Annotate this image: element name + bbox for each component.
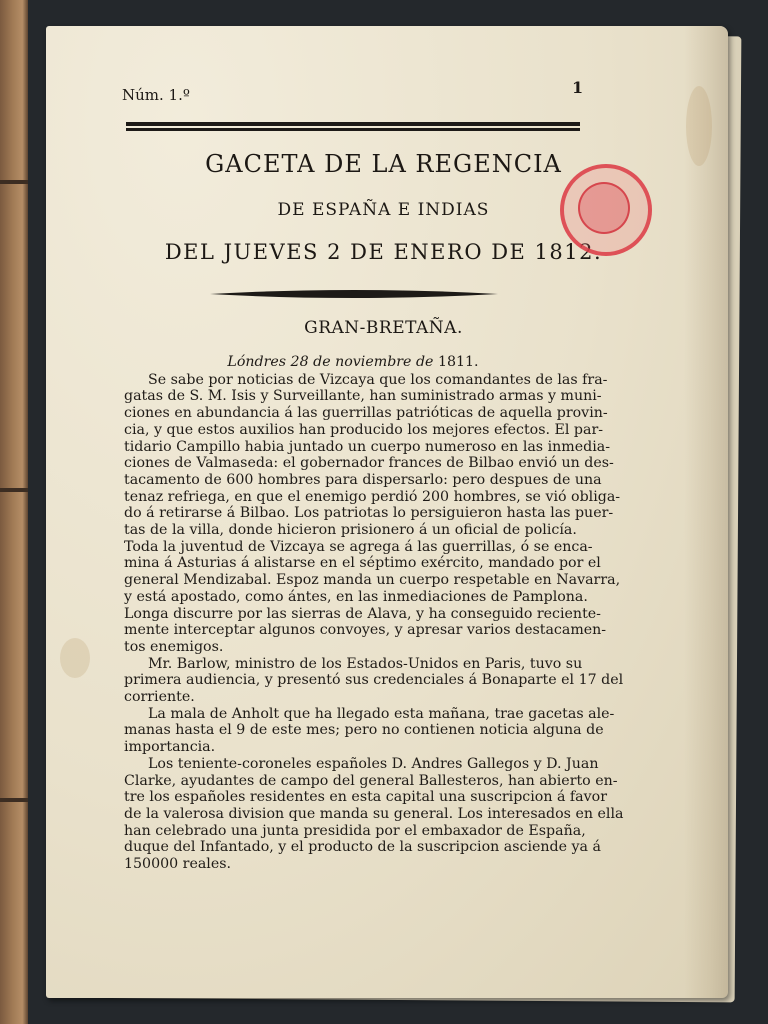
text-line: tenaz refriega, en que el enemigo perdió 200 hombres, se vió obliga- <box>124 488 621 505</box>
section-heading: GRAN-BRETAÑA. <box>304 318 463 338</box>
paragraph <box>124 755 624 873</box>
text-line: do á retirarse á Bilbao. Los patriotas lo persiguieron hasta las puer- <box>124 505 614 522</box>
article-dateline <box>124 354 582 371</box>
text-line: tos enemigos. <box>124 638 224 655</box>
issue-number: Núm. 1.º <box>122 86 190 104</box>
paper-stain <box>60 638 90 678</box>
text-line: de la valerosa division que manda su general. Los interesados en ella <box>124 805 624 822</box>
decorative-swell-rule <box>210 288 498 300</box>
text-line: Se sabe por noticias de Vizcaya que los comandantes de las fra- <box>148 371 608 388</box>
text-line: 150000 reales. <box>124 856 232 873</box>
text-line: general Mendizabal. Espoz manda un cuerpo respetable en Navarra, <box>124 572 621 589</box>
text-line: primera audiencia, y presentó sus credenciales á Bonaparte el 17 del <box>124 672 624 689</box>
masthead-title: GACETA DE LA REGENCIA <box>205 150 562 178</box>
text-line: cia, y que estos auxilios han producido los mejores efectos. El par- <box>124 421 604 438</box>
masthead-date: DEL JUEVES 2 DE ENERO DE 1812. <box>164 240 603 264</box>
masthead-subtitle: DE ESPAÑA E INDIAS <box>277 200 490 220</box>
header-double-rule <box>126 122 580 132</box>
text-line: tidario Campillo habia juntado un cuerpo numeroso en las inmedia- <box>124 438 610 455</box>
text-line: tas de la villa, donde hicieron prisionero á un oficial de policía. <box>124 522 577 539</box>
text-line: mina á Asturias á alistarse en el séptimo exército, mandado por el <box>124 555 601 572</box>
text-line: Mr. Barlow, ministro de los Estados-Unidos en Paris, tuvo su <box>148 655 583 672</box>
library-seal-stamp <box>560 164 652 256</box>
page-fold-shadow <box>684 26 728 998</box>
page-number: 1 <box>572 78 584 97</box>
paragraph <box>124 371 621 656</box>
text-line: y está apostado, como ántes, en las inmediaciones de Pamplona. <box>124 588 588 605</box>
newspaper-page <box>46 26 728 998</box>
text-line: Clarke, ayudantes de campo del general Ballesteros, han abierto en- <box>124 772 618 789</box>
dateline-place: Lóndres 28 de noviembre de <box>227 354 434 370</box>
text-line: tacamento de 600 hombres para dispersarlo: pero despues de una <box>124 471 602 488</box>
text-line: Los teniente-coroneles españoles D. Andres Gallegos y D. Juan <box>148 755 599 772</box>
text-line: manas hasta el 9 de este mes; pero no contienen noticia alguna de <box>124 722 604 739</box>
text-line: La mala de Anholt que ha llegado esta mañana, trae gacetas ale- <box>148 705 615 722</box>
text-line: gatas de S. M. Isis y Surveillante, han suministrado armas y muni- <box>124 388 602 405</box>
text-line: duque del Infantado, y el producto de la suscripcion asciende ya á <box>124 839 601 856</box>
paragraph <box>124 705 615 756</box>
dateline-year: 1811. <box>437 354 479 370</box>
text-line: ciones de Valmaseda: el gobernador frances de Bilbao envió un des- <box>124 455 614 472</box>
text-line: Toda la juventud de Vizcaya se agrega á las guerrillas, ó se enca- <box>124 538 593 555</box>
text-line: han celebrado una junta presidida por el embaxador de España, <box>124 822 586 839</box>
text-line: ciones en abundancia á las guerrillas patrióticas de aquella provin- <box>124 405 608 422</box>
text-line: Longa discurre por las sierras de Alava, y ha conseguido reciente- <box>124 605 601 622</box>
article-body <box>124 354 624 873</box>
text-line: mente interceptar algunos convoyes, y apresar varios destacamen- <box>124 622 607 639</box>
adjacent-volume-edge <box>0 0 28 1024</box>
paragraph <box>124 655 624 706</box>
text-line: importancia. <box>124 739 216 756</box>
text-line: tre los españoles residentes en esta capital una suscripcion á favor <box>124 789 607 806</box>
paper-stain <box>686 86 712 166</box>
text-line: corriente. <box>124 689 195 706</box>
